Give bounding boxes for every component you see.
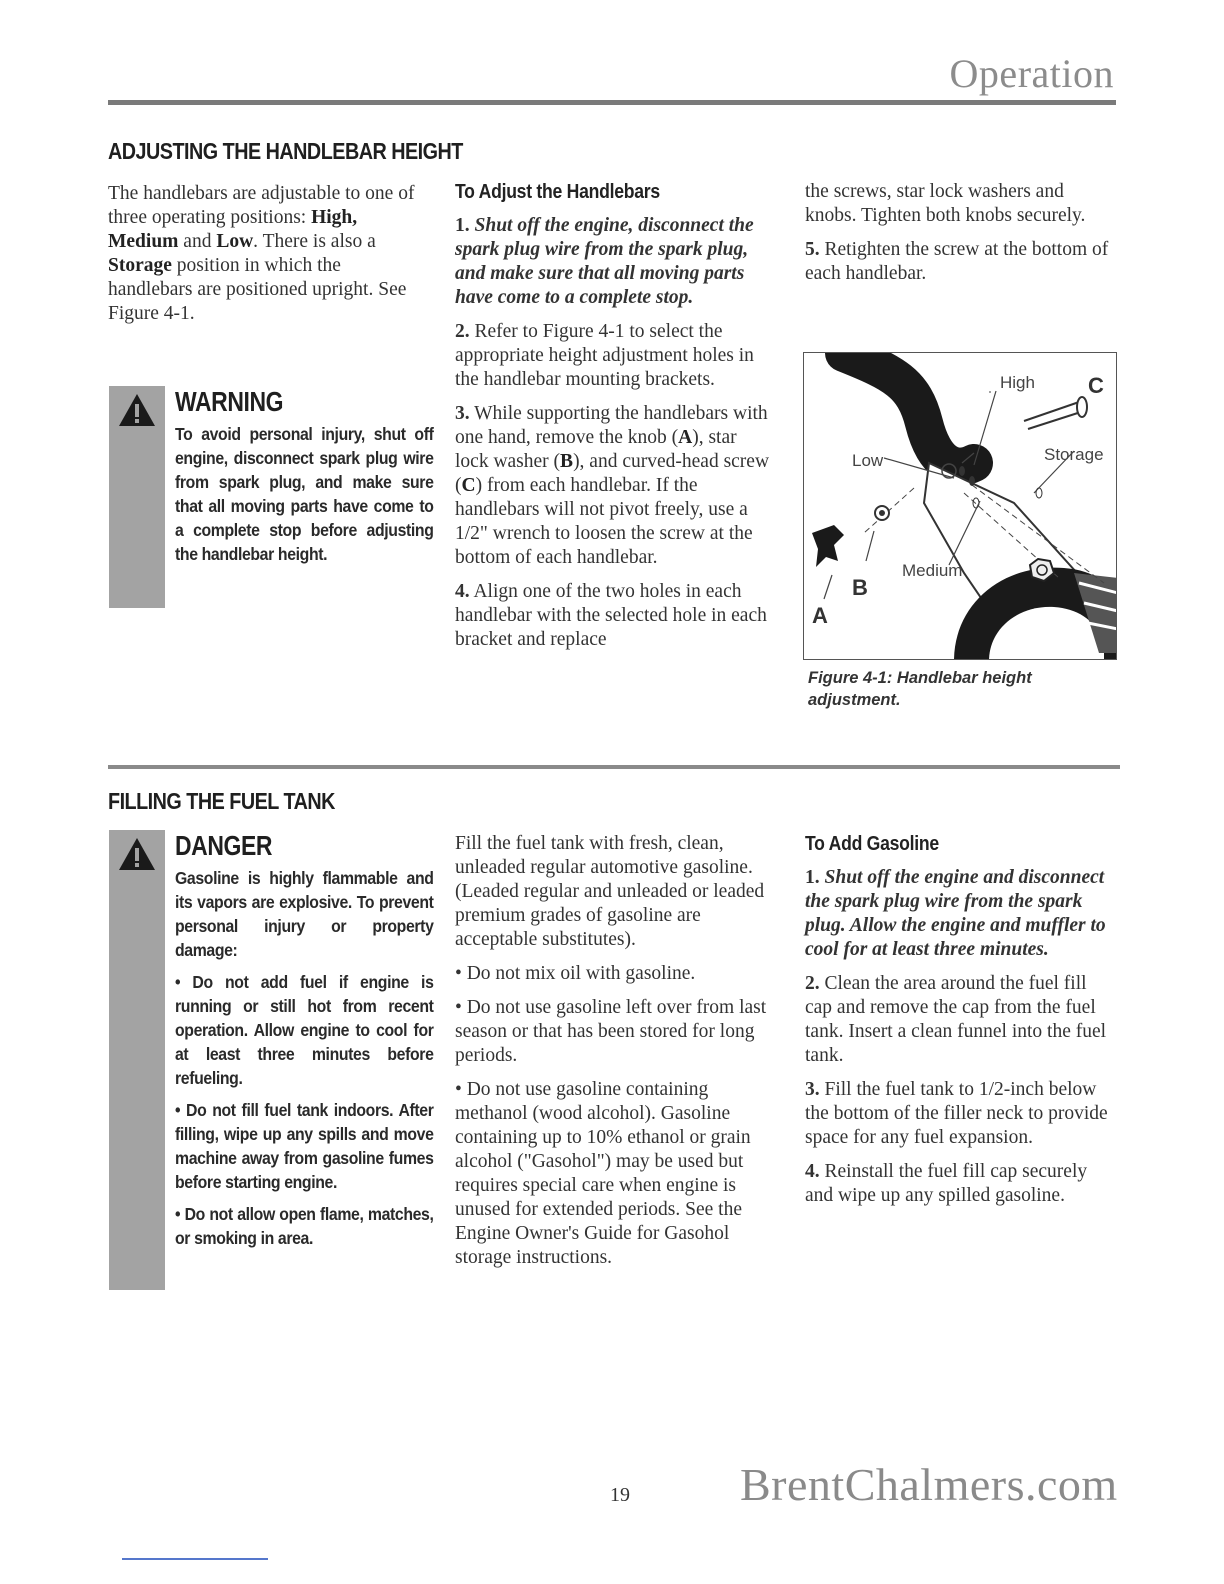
section-title: Operation <box>949 51 1114 96</box>
figure-label-low: Low <box>852 451 884 470</box>
adjust-step-4-cont: the screws, star lock washers and knobs. Tighten both knobs securely. <box>805 181 1086 226</box>
handlebar-figure <box>803 352 1117 660</box>
intro-text-4: position in which the handlebars are positioned upright. See Figure 4-1. <box>108 255 407 324</box>
danger-text <box>175 866 434 1250</box>
page-number: 19 <box>610 1484 630 1506</box>
danger-bullet-2: • Do not fill fuel tank indoors. After filling, wipe up any spills and move machine away from gasoline fumes before starting engine. <box>175 1100 434 1192</box>
warning-paragraph: To avoid personal injury, shut off engine, disconnect spark plug wire from spark plug, and make sure that all moving parts have come to a complete stop before adjusting the handlebar height. <box>175 424 434 564</box>
intro-low: Low <box>216 231 254 252</box>
watermark: BrentChalmers.com <box>740 1459 1118 1510</box>
adjust-step-3-A: A <box>678 427 693 448</box>
intro-text-1: The handlebars are adjustable to one of three operating positions: <box>108 183 415 228</box>
footer-line <box>122 1558 268 1560</box>
adjust-step-3-C: C <box>461 475 476 496</box>
adjust-step-2: Refer to Figure 4-1 to select the appropriate height adjustment holes in the handlebar mounting brackets. <box>455 321 754 390</box>
adjust-step-5-num: 5. <box>805 239 820 260</box>
handlebar-intro <box>108 182 424 336</box>
figure-letter-b: B <box>852 575 868 600</box>
danger-bullet-1: • Do not add fuel if engine is running or still hot from recent operation. Allow engine to cool for at least three minutes before refueling. <box>175 972 434 1088</box>
section-rule <box>108 765 1120 769</box>
danger-paragraph: Gasoline is highly flammable and its vapors are explosive. To prevent personal injury or property damage: <box>175 868 434 960</box>
header-rule <box>108 100 1116 105</box>
add-step-4-num: 4. <box>805 1161 820 1182</box>
adjust-step-1: Shut off the engine, disconnect the spark plug wire from the spark plug, and make sure that all moving parts have come to a complete stop. <box>455 215 754 308</box>
warning-box <box>109 386 439 608</box>
adjust-step-3-B: B <box>560 451 574 472</box>
intro-high-medium: High, Medium <box>108 207 358 252</box>
add-step-2-num: 2. <box>805 973 820 994</box>
fuel-intro: Fill the fuel tank with fresh, clean, unleaded regular automotive gasoline. (Leaded regular and unleaded or leaded premium grades of gasoline are acceptable substitutes). <box>455 833 765 950</box>
add-gas-column <box>805 832 1117 1218</box>
adjust-step-3a: While supporting the handlebars with one hand, remove the knob ( <box>455 403 768 448</box>
add-gas-heading: To Add Gasoline <box>805 833 939 855</box>
danger-bullet-3: • Do not allow open flame, matches, or smoking in area. <box>175 1204 434 1248</box>
figure-label-medium: Medium <box>902 561 963 580</box>
adjust-step-3-num: 3. <box>455 403 470 424</box>
fuel-bullet-2: • Do not use gasoline left over from last season or that has been stored for long periods. <box>455 997 767 1066</box>
fuel-middle-column <box>455 832 773 1280</box>
intro-text-3: . There is also a <box>253 231 376 252</box>
danger-bar <box>109 830 165 1290</box>
handlebar-heading: ADJUSTING THE HANDLEBAR HEIGHT <box>108 138 463 164</box>
adjust-column <box>455 180 773 662</box>
adjust-step-5: Retighten the screw at the bottom of each handlebar. <box>805 239 1109 284</box>
warning-triangle-icon <box>117 392 157 428</box>
adjust-step-3b: ), star lock washer ( <box>455 427 737 472</box>
danger-title: DANGER <box>175 830 273 861</box>
warning-title: WARNING <box>175 386 284 417</box>
figure-letter-c: C <box>1088 373 1104 398</box>
fuel-heading: FILLING THE FUEL TANK <box>108 788 335 814</box>
figure-letter-a: A <box>812 603 828 628</box>
adjust-step-3d: ) from each handlebar. If the handlebars will not pivot freely, use a 1/2" wrench to loosen the screw at the bottom of each handlebar. <box>455 475 753 568</box>
adjust-heading: To Adjust the Handlebars <box>455 181 660 203</box>
figure-label-storage: Storage <box>1044 445 1104 464</box>
figure-caption: Figure 4-1: Handlebar height adjustment. <box>808 669 1032 709</box>
warning-text <box>175 422 434 566</box>
adjust-step-3c: ), and curved-head screw ( <box>455 451 770 496</box>
handlebar-diagram <box>804 353 1117 660</box>
add-step-2: Clean the area around the fuel fill cap and remove the cap from the fuel tank. Insert a clean funnel into the fuel tank. <box>805 973 1107 1066</box>
adjust-column-cont <box>805 180 1117 296</box>
add-step-3-num: 3. <box>805 1079 820 1100</box>
add-step-1: Shut off the engine and disconnect the spark plug wire from the spark plug. Allow the engine and muffler to cool for at least three minutes. <box>805 867 1106 960</box>
danger-triangle-icon <box>117 836 157 872</box>
add-step-3: Fill the fuel tank to 1/2-inch below the bottom of the filler neck to provide space for any fuel expansion. <box>805 1079 1108 1148</box>
adjust-step-2-num: 2. <box>455 321 470 342</box>
figure-label-high: High <box>1000 373 1035 392</box>
adjust-step-4-num: 4. <box>455 581 470 602</box>
fuel-bullet-1: • Do not mix oil with gasoline. <box>455 963 696 984</box>
fuel-bullet-3: • Do not use gasoline containing methanol (wood alcohol). Gasoline containing up to 10% ethanol or grain alcohol ("Gasohol") may be used but requires special care when engine is unused for extended periods. See the Engine Owner's Guide for Gasohol storage instructions. <box>455 1079 751 1268</box>
adjust-step-4: Align one of the two holes in each handlebar with the selected hole in each bracket and replace <box>455 581 767 650</box>
add-step-4: Reinstall the fuel fill cap securely and wipe up any spilled gasoline. <box>805 1161 1088 1206</box>
danger-box <box>109 830 439 1290</box>
intro-text-2: and <box>178 231 217 252</box>
add-step-1-num: 1. <box>805 867 820 888</box>
adjust-step-1-num: 1. <box>455 215 470 236</box>
intro-storage: Storage <box>108 255 172 276</box>
